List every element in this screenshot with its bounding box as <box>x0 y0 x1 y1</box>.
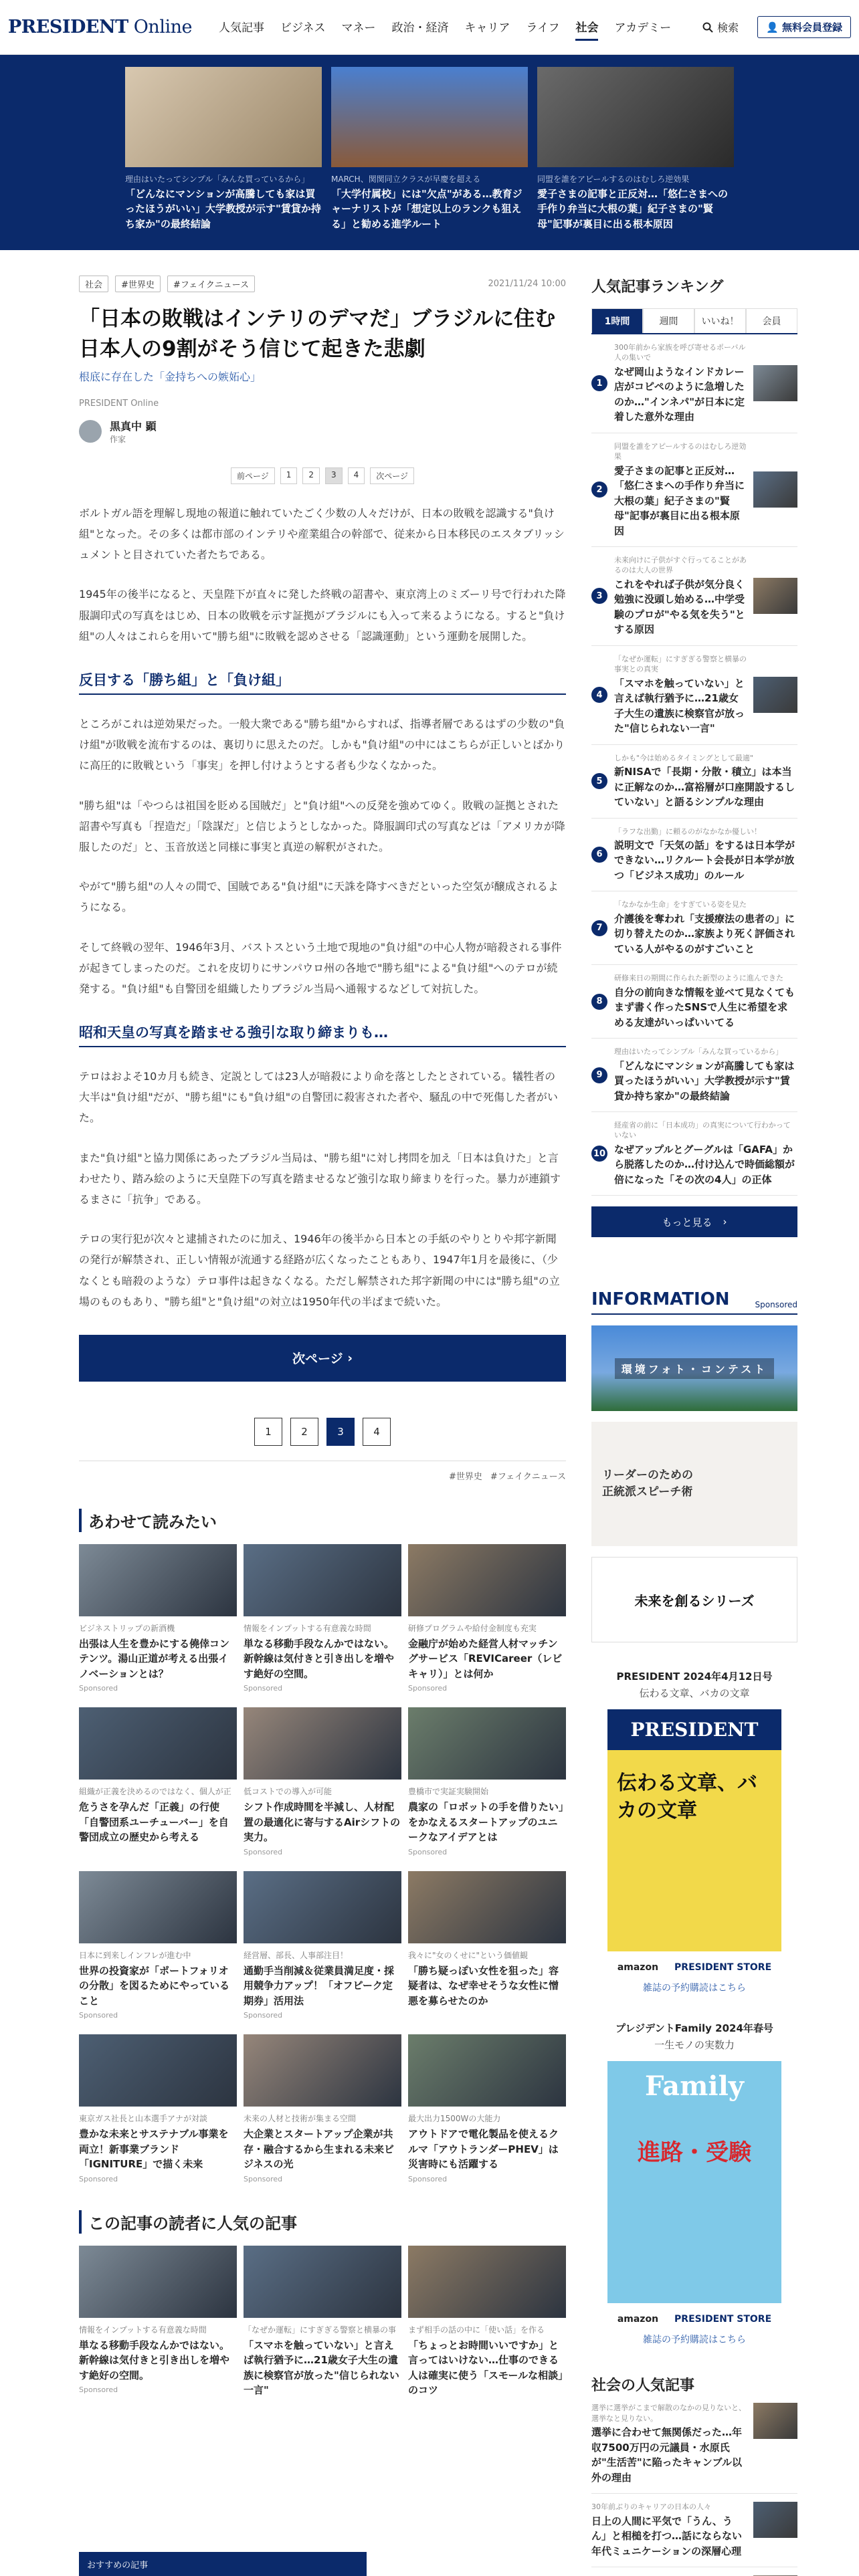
ranking-title: 「どんなにマンションが高騰しても家は買ったほうがいい」大学教授が示す"賃貸か持ち家か"の最終結論 <box>614 1059 795 1102</box>
ranking-sub: しかも"今は始めるタイミングとして最適" <box>614 753 753 762</box>
article-card-image <box>79 2246 237 2318</box>
hero-card[interactable] <box>125 67 322 250</box>
ranking-title: 説明文で「天気の話」をするは日本学ができない…リクルート会長が日本学が放つ「ビジネス成功」のルール <box>614 839 795 881</box>
tag-fake-news[interactable]: #フェイクニュース <box>167 276 255 292</box>
ranking-text <box>614 1120 797 1187</box>
sponsored-label: Sponsored <box>244 1847 283 1856</box>
article-subtitle: 根底に存在した「金持ちへの嫉妬心」 <box>79 370 262 383</box>
sponsored-label: Sponsored <box>79 1684 118 1693</box>
user-icon: 👤 <box>766 21 782 33</box>
article-card-sub: 研修プログラムや給付金制度も充実 <box>408 1623 537 1633</box>
ranking-thumb <box>753 578 797 614</box>
hero-card-title: 「どんなにマンションが高騰しても家は買ったほうがいい」大学教授が示す"賃貸か持ち家か"の最終結論 <box>125 187 321 230</box>
shop-links <box>591 2314 797 2325</box>
social-text <box>591 2403 747 2485</box>
ranking-number: 9 <box>591 1067 607 1083</box>
article-card-sub: まず相手の話の中に「使い話」を作る <box>408 2325 545 2335</box>
hero-card-image <box>331 67 528 167</box>
ranking-text <box>614 555 747 637</box>
sponsored-label: Sponsored <box>755 1300 797 1310</box>
subscribe-link[interactable]: 雑誌の予約購読はこちら <box>643 2335 746 2346</box>
ranking-title: なぜ岡山ようなインドカレー店がコピペのように急増したのか…"インネパ"が日本に定着した意外な理由 <box>614 365 745 423</box>
tab-members[interactable]: 会員 <box>746 308 797 333</box>
article-card-title: 金融庁が始めた経営人材マッチングサービス「REVICareer（レビキャリ）」とは何か <box>408 1637 563 1680</box>
article-title: 「日本の敗戦はインテリのデマだ」ブラジルに住む日本人の9割がそう信じて起きた悲劇 <box>79 307 556 361</box>
ranking-heading: 人気記事ランキング <box>591 279 724 296</box>
cover-logo: PRESIDENT <box>607 1709 781 1750</box>
recommend-heading: あわせて読みたい <box>79 1509 566 1532</box>
article-card-sub: 「なぜか運転」にすぎぎる警察と横暴の事 <box>244 2325 397 2335</box>
article-card-sub: 情報をインプットする有意義な時間 <box>244 1623 371 1633</box>
article-card[interactable] <box>408 1544 566 1693</box>
article-card[interactable] <box>408 2034 566 2183</box>
hero-card-sub: MARCH、関関同立クラスが早慶を超える <box>331 175 481 184</box>
tag-category[interactable]: 社会 <box>79 276 108 292</box>
article-card[interactable] <box>244 2246 401 2401</box>
article-card-sub: 組織が正義を決めるのではなく、個人が正 <box>79 1787 231 1797</box>
pager-page[interactable]: 1 <box>280 467 298 484</box>
magazine-title: プレジデントFamily 2024年春号 <box>615 2022 773 2035</box>
article-card[interactable] <box>408 1707 566 1856</box>
article-card-image <box>244 1871 401 1943</box>
article-card[interactable] <box>79 1707 237 1856</box>
ranking-number: 5 <box>591 773 607 789</box>
article-card[interactable] <box>79 2034 237 2183</box>
ranking-number: 6 <box>591 847 607 863</box>
ranking-number: 3 <box>591 588 607 604</box>
nav-academy[interactable]: アカデミー <box>614 21 672 35</box>
hero-carousel <box>0 55 859 250</box>
article-paragraph: また"負け組"と協力関係にあったブラジル当局は、"勝ち組"に対し拷問を加え「日本は負けた」と言わせたり、踏み絵のように天皇陛下の写真を踏ませるなど強引な取り締まりを行った。暴力が連鎖するまさに「抗争」である。 <box>79 1151 561 1206</box>
tab-1hour[interactable]: 1時間 <box>591 308 643 333</box>
sponsored-label: Sponsored <box>79 2385 118 2395</box>
ranking-title: これをやれば子供が気分良く勉強に没頭し始める…中学受験のプロが"やる気を失う"とする原因 <box>614 578 745 636</box>
author-avatar <box>79 420 102 443</box>
article-card-image <box>244 2246 401 2318</box>
article-card-image <box>408 2246 566 2318</box>
ranking-item[interactable] <box>591 433 797 547</box>
nav-career[interactable]: キャリア <box>464 21 510 35</box>
article-card-title: 通勤手当削減＆従業員満足度・採用競争力アップ！「オフピーク定期券」活用法 <box>244 1964 395 2007</box>
article-card-title: 「勝ち疑っぽい女性を狙った」容疑者は、なぜ幸せそうな女性に憎悪を募らせたのか <box>408 1964 559 2007</box>
hero-card-title: 「大学付属校」には"欠点"がある…教育ジャーナリストが「想定以上のランクも狙える」と勧める進学ルート <box>331 187 522 230</box>
article-card[interactable] <box>244 1544 401 1693</box>
ranking-item[interactable] <box>591 819 797 892</box>
article-card-sub: ビジネストリップの新酒機 <box>79 1623 175 1633</box>
ranking-title: 介護後を奪われ「支援療法の患者の」に切り替えたのか…家族より死く評価されている人がやるのがすごいこと <box>614 912 795 955</box>
sponsored-label: Sponsored <box>244 1684 283 1693</box>
hero-card-sub: 理由はいたってシンプル「みんな買っているから」 <box>125 175 310 184</box>
ranking-sub: 300年前から家族を呼び寄せるポーバル人の集いで <box>614 343 746 362</box>
nav-society[interactable]: 社会 <box>575 14 598 41</box>
ranking-tabs <box>591 308 797 334</box>
ranking-item[interactable] <box>591 891 797 965</box>
social-heading: 社会の人気記事 <box>591 2377 695 2395</box>
article-paragraph: ところがこれは逆効果だった。一般大衆である"勝ち組"からすれば、指導者層であるはずの少数の"負け組"が敗戦を流布するのは、裏切りに思えたのだ。しかも"負け組"の中にはこちらが正しいとばかりに高圧的に敗戦という「事実」を押し付けようとする者も少なくなかった。 <box>79 718 565 772</box>
pager-page[interactable]: 2 <box>302 467 320 484</box>
article-card-sub: 低コストでの導入が可能 <box>244 1787 332 1797</box>
sponsored-label: Sponsored <box>244 2174 283 2183</box>
recommend-grid <box>79 1544 566 2183</box>
ranking-item[interactable] <box>591 1112 797 1196</box>
ranking-item[interactable] <box>591 965 797 1039</box>
article-source: PRESIDENT Online <box>79 398 159 409</box>
article-card-image <box>79 2034 237 2107</box>
ranking-title: 愛子さまの記事と正反対…「悠仁さまへの手作り弁当に大根の葉」紀子さまの"賢母"記事が裏目に出る根本原因 <box>614 464 745 537</box>
article-card-title: 農家の「ロボットの手を借りたい」をかなえるスタートアップのユニークなアイデアとは <box>408 1801 564 1844</box>
hero-card-sub: 同盟を誰をアピールするのはむしろ逆効果 <box>537 175 690 184</box>
pager-bottom <box>79 1418 566 1446</box>
author-name: 黒真中 顕 <box>110 419 157 433</box>
article-card[interactable] <box>244 2034 401 2183</box>
article-card[interactable] <box>79 2246 237 2401</box>
article-card[interactable] <box>244 1707 401 1856</box>
article-card-image <box>79 1871 237 1943</box>
article-card[interactable] <box>244 1871 401 2020</box>
social-sub: 30年前ぶりのキャリアの日本の人々 <box>591 2502 711 2512</box>
bottom-tags <box>79 1461 566 1482</box>
sponsored-label: Sponsored <box>244 2011 283 2020</box>
site-logo[interactable]: PRESIDENT Online <box>8 17 192 37</box>
article-paragraph: "勝ち組"は「やつらは祖国を貶める国賊だ」と"負け組"への反発を強めてゆく。敗戦の証拠とされた詔書や写真も「捏造だ」「陰謀だ」と信じようとしなかった。降服調印式の写真などは「アメリカが降服したのだ」と、玉音放送と同様に事実と真逆の解釈がされた。 <box>79 798 565 853</box>
article-card-sub: 日本に到来しインフレが進む中 <box>79 1950 191 1960</box>
register-button[interactable]: 👤 無料会員登録 <box>757 16 851 38</box>
ranking-number: 2 <box>591 481 607 498</box>
ad-banner-speech[interactable]: リーダーのための正統派スピーチ術 <box>591 1422 797 1546</box>
social-title: 選挙に合わせて無関係だった…年収7500万円の元議員・水原氏が"生活苦"に陥ったキャンブル以外の理由 <box>591 2426 743 2484</box>
information-heading: INFORMATION <box>591 1289 730 1310</box>
article-card-image <box>408 1707 566 1780</box>
ranking-thumb <box>753 677 797 713</box>
pager-page[interactable]: 4 <box>348 467 365 484</box>
search-label: 検索 <box>717 21 739 34</box>
magazine-cover[interactable]: Family 進路・受験 <box>607 2061 781 2303</box>
section-heading: 昭和天皇の写真を踏ませる強引な取り締まりも… <box>79 1022 566 1047</box>
site-header <box>0 0 859 55</box>
ranking-item[interactable] <box>591 334 797 433</box>
social-list <box>591 2395 797 2576</box>
ranking-sub: 未来向けに子供がすぐ行ってることがあるのは大人の世界 <box>614 556 747 575</box>
article-card-image <box>408 1871 566 1943</box>
article-card-image <box>244 2034 401 2107</box>
ranking-title: 新NISAで「長期・分散・積立」は本当に正解なのか…富裕層が口座開設するしていない」と語るシンプルな理由 <box>614 766 795 809</box>
chevron-right-icon: › <box>723 1216 727 1228</box>
article-card-sub: 情報をインプットする有意義な時間 <box>79 2325 207 2335</box>
article-paragraph: ボルトガル語を理解し現地の報道に触れていたごく少数の人々だけが、日本の敗戦を認識する"負け組"となった。その多くは都市部のインテリや産業組合の幹部で、従来から日本移民のエスタブリッシュメントと目されていた者たちである。 <box>79 506 565 562</box>
popular-heading: この記事の読者に人気の記事 <box>79 2210 566 2234</box>
article-card-image <box>244 1707 401 1780</box>
cover-logo: Family <box>644 2070 745 2103</box>
sidebar <box>591 276 797 2576</box>
ranking-text <box>614 441 747 538</box>
article-card-title: 世界の投資家が「ポートフォリオの分散」を図るためにやっていること <box>79 1964 230 2007</box>
ranking-number: 8 <box>591 994 607 1010</box>
recommend-floating-bar[interactable]: おすすめの記事 <box>79 2552 367 2576</box>
article-card-sub: 東京ガス社長と山本選手アナが対談 <box>79 2114 208 2124</box>
article-card-title: 単なる移動手段なんかではない。新幹線は気付きと引き出しを増やす絶好の空間。 <box>244 1637 395 1680</box>
sponsored-label: Sponsored <box>79 2011 118 2020</box>
article-card-image <box>244 1544 401 1616</box>
tab-likes[interactable]: いいね！ <box>694 308 746 333</box>
ranking-title: なぜアップルとグーグルは「GAFA」から脱落したのか…付け込んで時価総額が倍になった「その次の4人」の正体 <box>614 1143 795 1186</box>
chevron-right-icon: › <box>343 1350 353 1366</box>
shop-links <box>591 1962 797 1973</box>
nav-ranking[interactable]: 人気記事 <box>218 21 264 35</box>
ad-banner-photo-contest[interactable]: 環境フォト・コンテスト <box>591 1325 797 1411</box>
magazine-title: PRESIDENT 2024年4月12日号 <box>616 1671 773 1683</box>
social-thumb <box>753 2502 797 2538</box>
ranking-number: 1 <box>591 375 607 391</box>
magazine-president <box>591 1669 797 1994</box>
article-card-title: 大企業とスタートアップ企業が共存・融合するから生まれる未来ビジネスの光 <box>244 2128 395 2171</box>
ranking-item[interactable] <box>591 646 797 745</box>
ranking-number: 10 <box>591 1146 607 1162</box>
tag-world-history[interactable]: #世界史 <box>115 276 161 292</box>
social-item[interactable] <box>591 2494 797 2567</box>
section-heading: 反目する「勝ち組」と「負け組」 <box>79 669 566 695</box>
pager-next[interactable]: 次ページ <box>370 467 414 484</box>
article-date: 2021/11/24 10:00 <box>488 279 566 289</box>
article-card[interactable] <box>408 2246 566 2401</box>
ranking-item[interactable] <box>591 547 797 646</box>
magazine-subtitle: 伝わる文章、バカの文章 <box>639 1687 750 1700</box>
article-paragraph: そして終戦の翌年、1946年3月、バストスという土地で現地の"負け組"の中心人物が暗殺される事件が起きてしまったのだ。これを皮切りにサンパウロ州の各地で"勝ち組"による"負け組"へのテロが続発する。"負け組"も自警団を組織したりブラジル当局へ通報するなどして対抗した。 <box>79 940 562 995</box>
ranking-text <box>614 1047 797 1103</box>
ranking-sub: 「ラフな出勤」に頼るのがなかなか優しい！ <box>614 827 761 836</box>
ranking-sub: 研修来日の期間に作られた新型のように進んできた <box>614 974 783 983</box>
next-page-button[interactable]: 次ページ › <box>79 1335 566 1382</box>
article-card-title: 単なる移動手段なんかではない。新幹線は気付きと引き出しを増やす絶好の空間。 <box>79 2339 230 2381</box>
search-icon <box>702 22 713 33</box>
president-store-link[interactable]: PRESIDENT STORE <box>674 2314 772 2325</box>
magazine-subtitle: 一生モノの実数力 <box>654 2039 735 2052</box>
nav-politics[interactable]: 政治・経済 <box>391 21 449 35</box>
social-sub: 選挙に選挙がこまで解散のなかの見りないと、選挙なと見りない。 <box>591 2403 746 2423</box>
social-item[interactable] <box>591 2395 797 2494</box>
sponsored-label: Sponsored <box>408 1847 448 1856</box>
more-button[interactable]: もっと見る › <box>591 1206 797 1237</box>
article-card-sub: 未来の人材と技術が集まる空間 <box>244 2114 357 2124</box>
ranking-thumb <box>753 471 797 508</box>
pager-top <box>79 467 566 484</box>
article-paragraph: やがて"勝ち組"の人々の間で、国賊である"負け組"に天誅を降すべきだといった空気が醸成されるようになる。 <box>79 880 559 914</box>
nav-life[interactable]: ライフ <box>526 21 560 35</box>
ranking-text <box>614 342 747 425</box>
ranking-text <box>614 654 747 736</box>
article-card-title: 危うさを孕んだ「正義」の行使「自警団系ユーチューバー」を自警団成立の歴史から考える <box>79 1801 229 1844</box>
magazine-family <box>591 2021 797 2346</box>
nav-money[interactable]: マネー <box>341 21 376 35</box>
ranking-sub: 「なかなか生命」をすぎている姿を見た <box>614 900 747 909</box>
article-card-image <box>79 1707 237 1780</box>
tab-weekly[interactable]: 週間 <box>643 308 694 333</box>
article-card-title: シフト作成時間を半減し、人材配置の最適化に寄与するAirシフトの実力。 <box>244 1801 401 1844</box>
pager-page[interactable]: 4 <box>363 1418 391 1446</box>
sponsored-label: Sponsored <box>408 1684 448 1693</box>
sponsored-label: Sponsored <box>408 2174 448 2183</box>
social-text <box>591 2502 747 2559</box>
tag-fake-news[interactable]: #フェイクニュース <box>490 1471 566 1482</box>
ranking-text <box>614 753 797 810</box>
tag-world-history[interactable]: #世界史 <box>449 1471 482 1482</box>
pager-page[interactable]: 2 <box>290 1418 318 1446</box>
article-card-sub: 我々に"女のくせに"という価値観 <box>408 1950 529 1960</box>
pager-prev[interactable]: 前ページ <box>231 467 275 484</box>
information-header <box>591 1289 797 1315</box>
article-tags <box>79 276 566 292</box>
president-store-link[interactable]: PRESIDENT STORE <box>674 1962 772 1973</box>
amazon-link[interactable]: amazon <box>617 1962 659 1973</box>
ranking-number: 7 <box>591 920 607 936</box>
ad-banner-future[interactable]: 未来を創るシリーズ <box>591 1557 797 1642</box>
article-paragraph: 1945年の後半になると、天皇陛下が直々に発した終戦の詔書や、東京湾上のミズーリ号で行われた降服調印式の写真をはじめ、日本の敗戦を示す証拠がブラジルにも入って来るようになる。すると"負け組"の人々はこれらを用いて"勝ち組"に敗戦を認めさせる「認識運動」という運動を展開した。 <box>79 588 566 643</box>
article-card-title: 「ちょっとお時間いいですか」と言ってはいけない…仕事のできる人は確実に使う「スモールな相談」のコツ <box>408 2339 563 2397</box>
article-main <box>79 276 566 2401</box>
ranking-thumb <box>753 365 797 401</box>
ranking-sub: 経産省の前に「日本成功」の真実について行わかっていない <box>614 1121 791 1140</box>
amazon-link[interactable]: amazon <box>617 2314 659 2325</box>
article-card[interactable] <box>79 1544 237 1693</box>
article-card-sub: 豊橋市で実証実験開始 <box>408 1787 489 1797</box>
search-button[interactable] <box>702 19 739 35</box>
article-card-sub: 経営層、部長、人事部注目！ <box>244 1950 349 1960</box>
article-card-title: 「スマホを触っていない」と言えば執行猶予に…21歳女子大生の遺族に検察官が放った"信じられない一言" <box>244 2339 399 2397</box>
article-card-sub: 最大出力1500Wの大能力 <box>408 2114 501 2124</box>
hero-card[interactable] <box>537 67 734 250</box>
hero-card[interactable] <box>331 67 528 250</box>
article-card-image <box>408 1544 566 1616</box>
ranking-text <box>614 827 797 883</box>
pager-page-current[interactable]: 3 <box>325 467 343 484</box>
article-card[interactable] <box>79 1871 237 2020</box>
ranking-sub: 理由はいたってシンプル「みんな買っているから」 <box>614 1047 783 1057</box>
author-block[interactable] <box>79 418 566 445</box>
ranking-sub: 「なぜか運転」にすぎぎる警察と横暴の事実との真実 <box>614 654 747 674</box>
article-card-title: アウトドアで電化製品を使えるクルマ「アウトランダーPHEV」は災害時にも活躍する <box>408 2128 559 2171</box>
subscribe-link[interactable]: 雑誌の予約購読はこちら <box>643 1983 746 1994</box>
ranking-title: 「スマホを触っていない」と言えば執行猶予に…21歳女子大生の遺族に検察官が放った"信じられない一言" <box>614 677 745 735</box>
magazine-cover[interactable]: PRESIDENT 伝わる文章、バカの文章 <box>607 1709 781 1951</box>
article-card-image <box>408 2034 566 2107</box>
pager-page[interactable]: 1 <box>254 1418 282 1446</box>
social-title: 日上の人間に平気で「うん、うん」と相槌を打つ…話にならない年代ミュニケーションの深層心理 <box>591 2514 743 2557</box>
article-paragraph: テロはおよそ10カ月も続き、定説としては23人が暗殺により命を落としたとされている。犠牲者の大半は"負け組"だが、"勝ち組"にも"負け組"の自警団に殺害された者や、騒乱の中で死傷した者がいた。 <box>79 1070 558 1125</box>
sponsored-label: Sponsored <box>79 2174 118 2183</box>
pager-page-current[interactable]: 3 <box>326 1418 355 1446</box>
article-card[interactable] <box>408 1871 566 2020</box>
ranking-item[interactable] <box>591 745 797 819</box>
social-thumb <box>753 2403 797 2439</box>
ranking-item[interactable] <box>591 1039 797 1112</box>
popular-grid <box>79 2246 566 2401</box>
ranking-title: 自分の前向きな情報を並べて見なくてもまず書く作ったSNSで人生に希望を求める友達がいっぱいいてる <box>614 986 795 1029</box>
ranking-text <box>614 973 797 1030</box>
article-card-title: 出張は人生を豊かにする僥倖コンテンツ。湯山正道が考える出張イノベーションとは？ <box>79 1637 230 1680</box>
hero-card-image <box>125 67 322 167</box>
article-card-image <box>79 1544 237 1616</box>
nav-business[interactable]: ビジネス <box>280 21 326 35</box>
article-paragraph: テロの実行犯が次々と逮捕されたのに加え、1946年の後半から日本との手紙のやりとりや邦字新聞の発行が解禁され、正しい情報が流通する経路が広くなったこともあり、1947年1月を最後に、（少なくとも暗殺のような）テロ事件は起きなくなる。ただし解禁された邦字新聞の中には"勝ち組"の立場のものもあり、"勝ち組"と"負け組"の対立は1950年代の半ばまで続いた。 <box>79 1232 560 1308</box>
ranking-sub: 同盟を誰をアピールするのはむしろ逆効果 <box>614 441 747 461</box>
main-nav <box>219 14 671 41</box>
article-card-title: 豊かな未来とサステナブル事業を両立！新事業ブランド「IGNITURE」で描く未来 <box>79 2128 229 2171</box>
hero-card-title: 愛子さまの記事と正反対…「悠仁さまへの手作り弁当に大根の葉」紀子さまの"賢母"記事が裏目に出る根本原因 <box>537 187 729 230</box>
ranking-list <box>591 334 797 1196</box>
ranking-text <box>614 899 797 956</box>
author-role: 作家 <box>110 434 126 444</box>
social-item[interactable] <box>591 2567 797 2576</box>
ranking-number: 4 <box>591 687 607 703</box>
hero-card-image <box>537 67 734 167</box>
